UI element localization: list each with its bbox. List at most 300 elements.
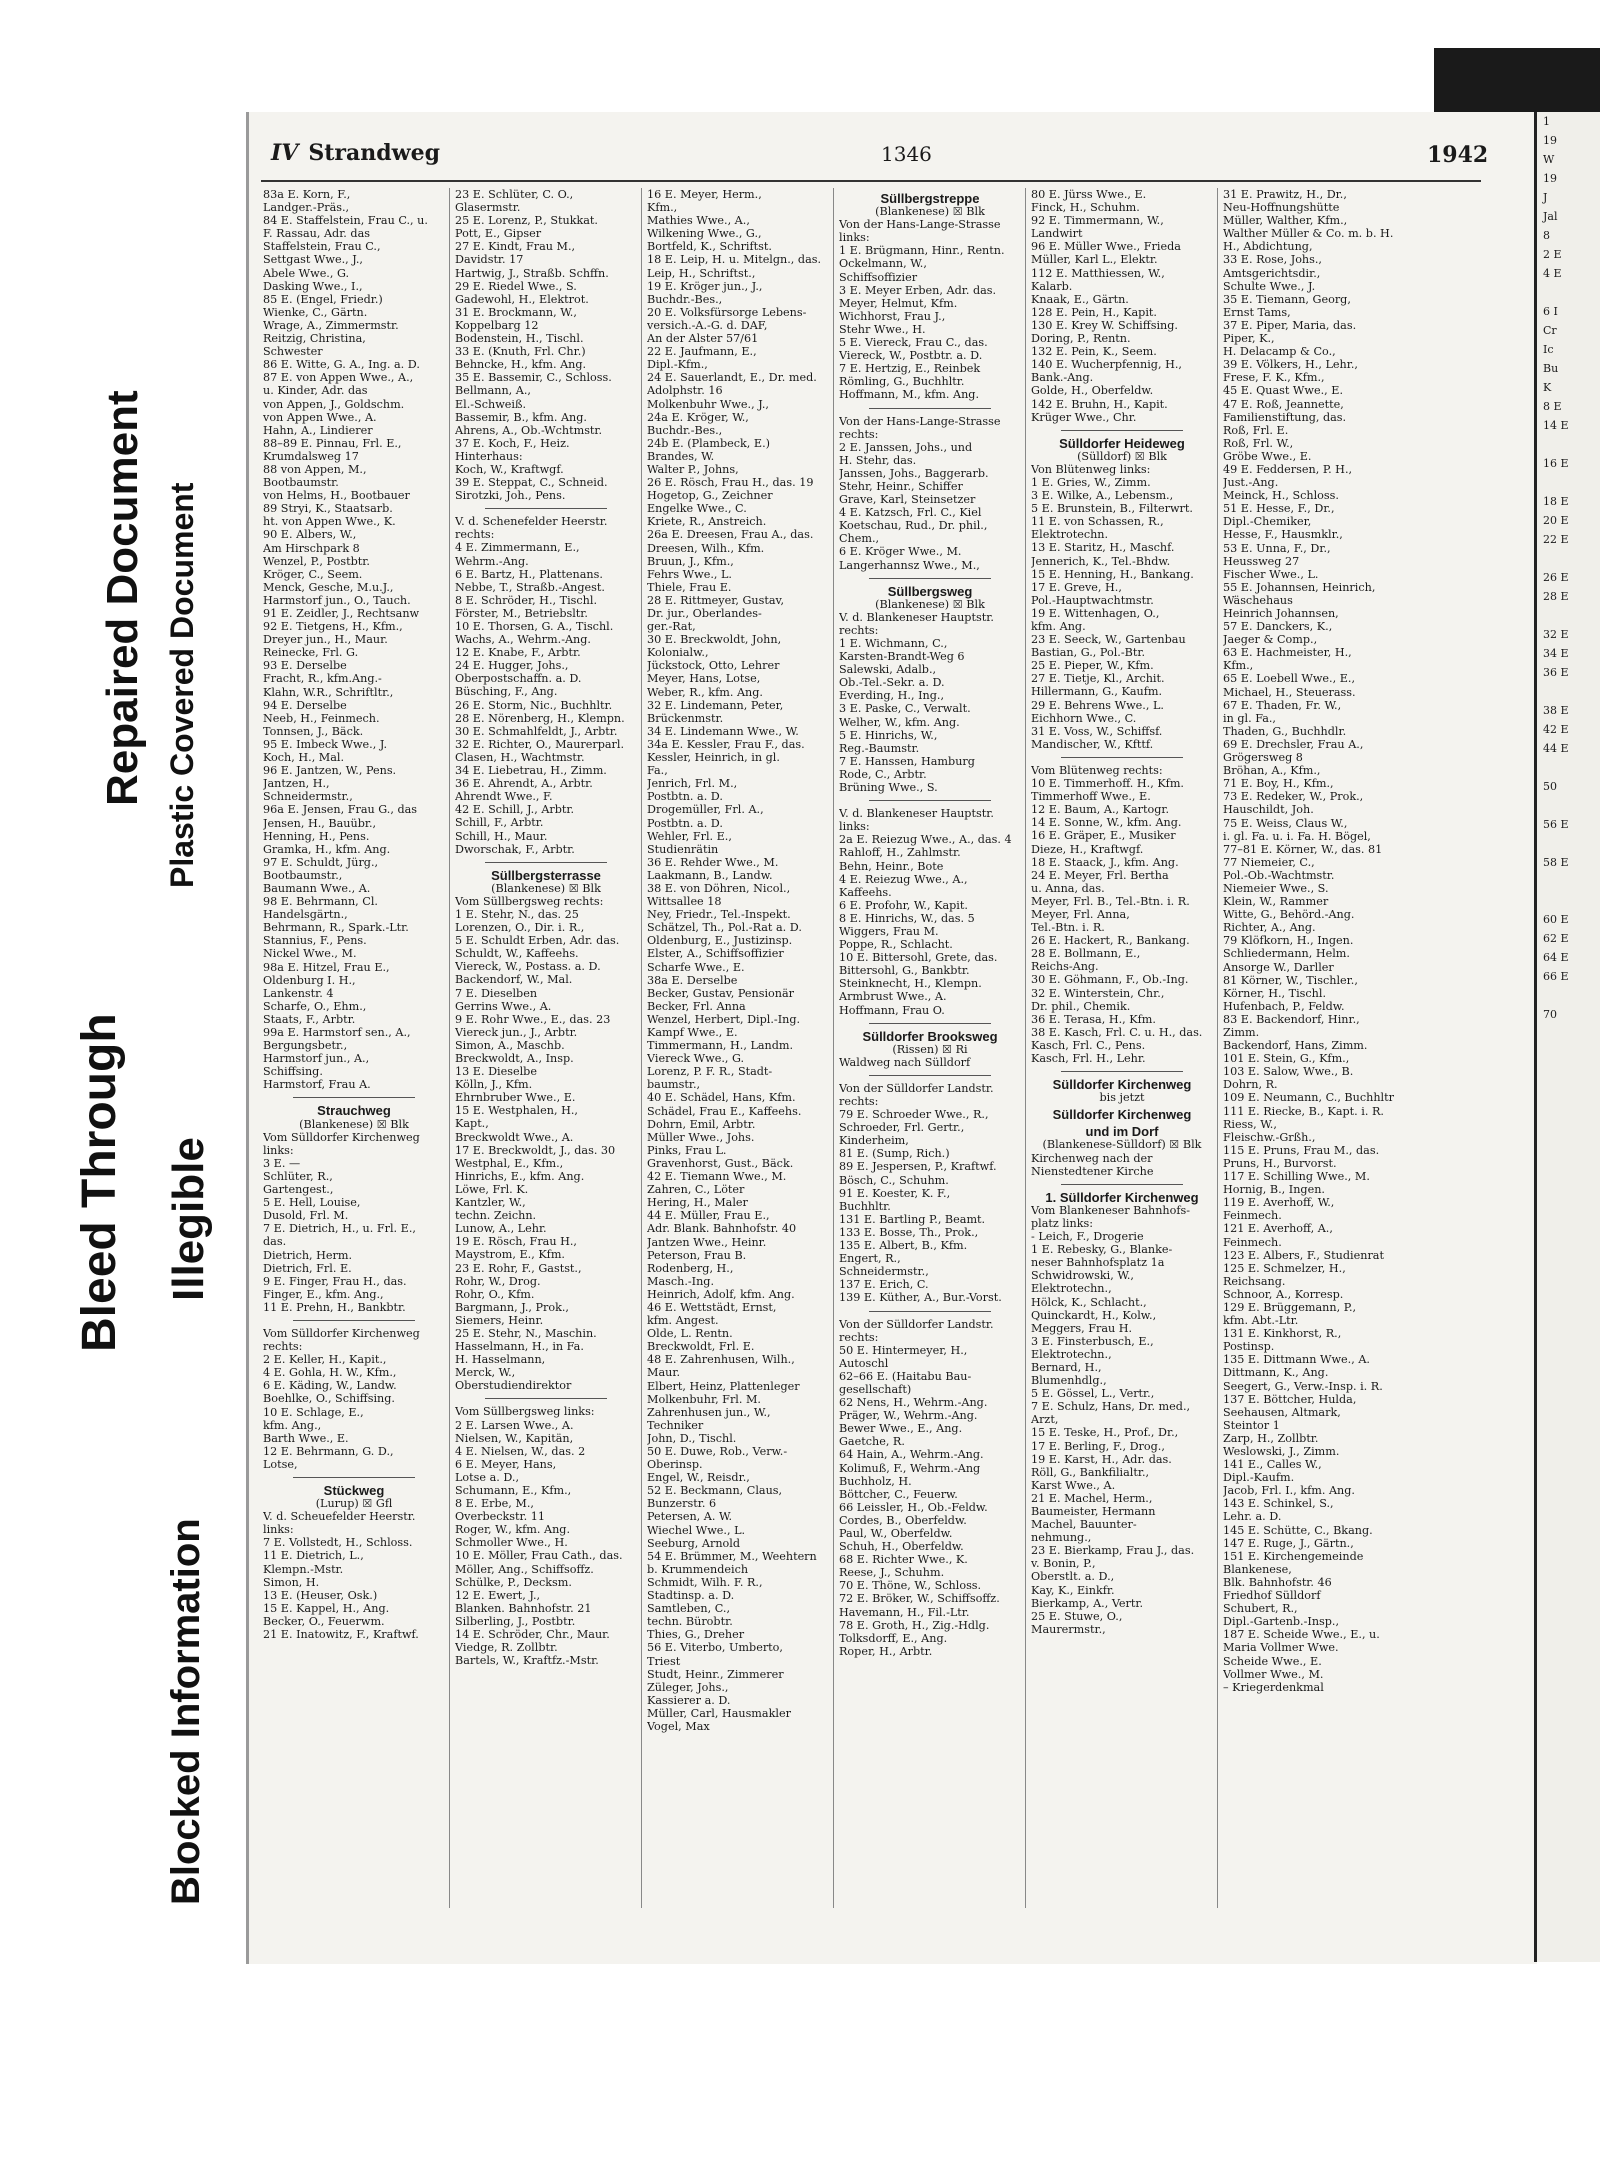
adjacent-page-fragment: Jal — [1543, 210, 1558, 223]
directory-entry: Jantzen, H., — [263, 777, 330, 791]
directory-entry: Pruns, H., Burvorst. — [1223, 1156, 1337, 1170]
section-divider — [869, 800, 991, 801]
directory-entry: 31 E. Voss, W., Schiffsf. — [1031, 724, 1163, 738]
directory-entry: Dipl.-Kaufm. — [1223, 1471, 1295, 1485]
directory-entry: rechts: — [839, 1330, 879, 1344]
directory-entry: Meyer, Hans, Lotse, — [647, 672, 761, 686]
directory-entry: Krumdalsweg 17 — [263, 449, 359, 463]
directory-entry: Blk. Bahnhofstr. 46 — [1223, 1575, 1332, 1589]
directory-entry: 187 E. Scheide Wwe., E., u. — [1223, 1628, 1380, 1642]
directory-entry: 64 Hain, A., Wehrm.-Ang. — [839, 1448, 984, 1462]
directory-entry: F. Rassau, Adr. das — [263, 227, 370, 241]
directory-entry: 28 E. Rittmeyer, Gustav, — [647, 593, 785, 607]
directory-entry: 42 E. Tiemann Wwe., M. — [647, 1170, 787, 1184]
adjacent-page-fragment: 8 — [1543, 229, 1550, 242]
directory-entry: 28 E. Nörenberg, H., Klempn. — [455, 711, 625, 725]
directory-entry: platz links: — [1031, 1216, 1094, 1230]
directory-entry: 35 E. Tiemann, Georg, — [1223, 292, 1351, 306]
directory-entry: Michael, H., Steuerass. — [1223, 685, 1356, 699]
directory-entry: 33 E. (Knuth, Frl. Chr.) — [455, 345, 586, 359]
directory-entry: Karsten-Brandt-Weg 6 — [839, 650, 965, 664]
adjacent-page-fragment: 22 E — [1543, 533, 1569, 546]
street-heading: Sülldorfer Kirchenweg — [1052, 1107, 1192, 1123]
directory-entry: Zimm. — [1223, 1026, 1260, 1039]
directory-entry: 131 E. Kinkhorst, R., — [1223, 1327, 1342, 1341]
directory-entry: Bodenstein, H., Tischl. — [455, 332, 584, 346]
directory-entry: Waldweg nach Sülldorf — [839, 1055, 971, 1069]
directory-entry: 4 E. Gohla, H. W., Kfm., — [263, 1366, 397, 1380]
street-heading: Stückweg — [323, 1483, 385, 1498]
directory-entry: Thies, G., Dreher — [647, 1628, 745, 1642]
directory-entry: Kfm., — [1223, 659, 1254, 673]
directory-entry: 88–89 E. Pinnau, Frl. E., — [263, 436, 402, 450]
directory-entry: Masch.-Ing. — [647, 1274, 715, 1288]
directory-entry: 6 E. Bartz, H., Plattenans. — [455, 567, 603, 581]
directory-entry: Reese, J., Schuhm. — [839, 1566, 945, 1580]
adjacent-page-fragment: 8 E — [1543, 400, 1562, 413]
directory-entry: Böttcher, C., Feuerw. — [839, 1487, 958, 1501]
directory-entry: neser Bahnhofsplatz 1a — [1031, 1256, 1165, 1270]
directory-entry: Maur. — [647, 1366, 681, 1380]
directory-entry: V. d. Blankeneser Hauptstr. — [839, 610, 994, 624]
directory-entry: Oldenburg, E., Justizinsp. — [647, 934, 793, 948]
adjacent-page-fragment: 14 E — [1543, 419, 1569, 432]
directory-entry: 31 E. Prawitz, H., Dr., — [1223, 188, 1347, 201]
directory-entry: Rode, C., Arbtr. — [839, 767, 927, 781]
directory-entry: Hogetop, G., Zeichner — [647, 489, 773, 503]
directory-entry: Stannius, F., Pens. — [263, 934, 367, 948]
directory-entry: Quinckardt, H., Kolw., — [1031, 1308, 1157, 1322]
directory-entry: Ernst Tams, — [1223, 305, 1291, 319]
directory-entry: 17 E. Breckwoldt, J., das. 30 — [455, 1143, 616, 1157]
directory-entry: Thaden, G., Buchhdlr. — [1223, 724, 1347, 738]
directory-entry: Lankenstr. 4 — [263, 986, 334, 1000]
directory-entry: Piper, K., — [1223, 332, 1275, 346]
directory-entry: Schwidrowski, W., — [1031, 1269, 1134, 1283]
section-divider — [293, 1097, 415, 1098]
label-bleed-through: Bleed Through — [73, 1013, 126, 1352]
directory-entry: u. Anna, das. — [1031, 881, 1105, 895]
directory-entry: Breckwoldt Wwe., A. — [455, 1130, 574, 1144]
directory-entry: Maystrom, E., Kfm. — [455, 1248, 565, 1262]
adjacent-page-fragment: 20 E — [1543, 514, 1569, 527]
directory-entry: Meggers, Frau H. — [1031, 1321, 1133, 1335]
directory-entry: Nebbe, T., Straßb.-Angest. — [455, 580, 605, 594]
directory-entry: 18 E. Staack, J., kfm. Ang. — [1031, 855, 1179, 869]
directory-entry: V. d. Blankeneser Hauptstr. — [839, 807, 994, 821]
directory-entry: Viedge, R. Zollbtr. — [455, 1641, 558, 1655]
directory-entry: 3 E. Wilke, A., Lebensm., — [1031, 489, 1174, 503]
directory-entry: 86 E. Witte, G. A., Ing. a. D. — [263, 358, 420, 372]
directory-entry: 7 E. Dietrich, H., u. Frl. E., — [263, 1222, 416, 1236]
directory-entry: Jantzen Wwe., Heinr. — [647, 1235, 767, 1249]
directory-entry: Dietrich, Frl. E. — [263, 1261, 352, 1275]
directory-entry: Vollmer Wwe., M. — [1223, 1667, 1324, 1681]
directory-entry: 5 E. Gössel, L., Vertr., — [1031, 1387, 1155, 1401]
directory-entry: Bösch, C., Schuhm. — [839, 1173, 949, 1187]
directory-entry: nehmung., — [1031, 1531, 1092, 1545]
header-rule — [261, 180, 1481, 182]
adjacent-page-fragment — [1537, 986, 1600, 1005]
directory-entry: Bröhan, A., Kfm., — [1223, 764, 1321, 778]
directory-entry: 39 E. Völkers, H., Lehr., — [1223, 358, 1358, 372]
adjacent-page-fragment: 36 E — [1543, 666, 1569, 679]
directory-entry: 83a E. Korn, F., — [263, 188, 351, 201]
directory-entry: Jückstock, Otto, Lehrer — [647, 659, 780, 673]
directory-entry: 72 E. Bröker, W., Schiffsoffz. — [839, 1592, 1000, 1606]
directory-entry: 6 E. Profohr, W., Kapit. — [839, 898, 968, 912]
directory-entry: Kantzler, W., — [455, 1196, 526, 1210]
directory-entry: 12 E. Behrmann, G. D., — [263, 1444, 394, 1458]
directory-entry: V. d. Schenefelder Heerstr. — [455, 515, 608, 529]
directory-entry: Kirchenweg nach der — [1031, 1151, 1153, 1165]
directory-entry: 57 E. Danckers, K., — [1223, 620, 1333, 634]
directory-entry: 24b E. (Plambeck, E.) — [647, 436, 771, 450]
directory-entry: 20 E. Volksfürsorge Lebens- — [647, 305, 807, 319]
directory-entry: Von der Sülldorfer Landstr. — [839, 1317, 994, 1331]
directory-entry: 5 E. Hell, Louise, — [263, 1196, 361, 1210]
adjacent-page-fragment: Cr — [1543, 324, 1557, 337]
directory-entry: Kfm., — [647, 201, 678, 215]
directory-entry: 7 E. Hertzig, E., Reinbek — [839, 362, 981, 376]
directory-entry: Müller, Walther, Kfm., — [1223, 214, 1348, 228]
directory-entry: Förster, M., Betriebsltr. — [455, 606, 588, 620]
section-divider — [485, 1398, 607, 1399]
directory-entry: Müller, Karl L., Elektr. — [1031, 253, 1158, 267]
directory-entry: Vom Blütenweg rechts: — [1031, 763, 1163, 777]
directory-entry: 15 E. Westphalen, H., — [455, 1104, 578, 1118]
column-1 — [263, 188, 445, 1908]
directory-entry: Oberinsp. — [647, 1458, 703, 1472]
directory-entry: Becker, Frl. Anna — [647, 999, 746, 1013]
directory-entry: Blumenhdlg., — [1031, 1374, 1107, 1388]
directory-entry: Silberling, J., Postbtr. — [455, 1614, 576, 1628]
directory-entry: 65 E. Loebell Wwe., E., — [1223, 672, 1355, 686]
directory-entry: 15 E. Henning, H., Bankang. — [1031, 567, 1194, 581]
directory-entry: Doring, P., Rentn. — [1031, 332, 1131, 346]
directory-entry: 23 E. Schlüter, C. O., — [455, 188, 574, 201]
directory-entry: Dasking Wwe., I., — [263, 279, 363, 293]
directory-entry: Feinmech. — [1223, 1209, 1282, 1223]
directory-entry: Schiffsing. — [263, 1065, 323, 1079]
directory-entry: Salewski, Adalb., — [839, 663, 937, 677]
directory-entry: Finger, E., kfm. Ang., — [263, 1287, 384, 1301]
adjacent-page-fragment: 44 E — [1543, 742, 1569, 755]
directory-entry: Schätzel, Th., Pol.-Rat a. D. — [647, 921, 802, 935]
directory-entry: Buchdr.-Bes., — [647, 292, 723, 306]
directory-entry: Simon, A., Maschb. — [455, 1038, 565, 1052]
directory-entry: Postbtn. a. D. — [647, 816, 723, 830]
label-illegible: Illegible — [164, 1137, 213, 1301]
directory-entry: Kriete, R., Anstreich. — [647, 515, 767, 529]
directory-entry: Oberpostschaffn. a. D. — [455, 672, 582, 686]
adjacent-page-fragment: 50 — [1543, 780, 1557, 793]
directory-entry: Vom Süllbergsweg rechts: — [455, 894, 604, 908]
directory-entry: Harmstorf, Frau A. — [263, 1078, 371, 1092]
street-heading: Sülldorfer Heideweg — [1059, 435, 1185, 451]
directory-entry: Timmerhoff Wwe., E. — [1031, 790, 1151, 804]
directory-entry: 133 E. Bosse, Th., Prok., — [839, 1225, 979, 1239]
directory-entry: 37 E. Koch, F., Heiz. — [455, 436, 570, 450]
directory-entry: Rodenberg, H., — [647, 1261, 734, 1275]
adjacent-page-fragment: 16 E — [1543, 457, 1569, 470]
directory-entry: Elbert, Heinz, Plattenleger — [647, 1379, 800, 1393]
directory-entry: 56 E. Viterbo, Umberto, — [647, 1641, 783, 1655]
directory-entry: 34 E. Lindemann Wwe., W. — [647, 724, 799, 738]
directory-entry: 3 E. Paske, C., Verwalt. — [839, 702, 971, 716]
directory-entry: Roß, Frl. W., — [1223, 436, 1294, 450]
directory-entry: Grave, Karl, Steinsetzer — [839, 493, 976, 507]
directory-entry: Hinterhaus: — [455, 449, 523, 463]
directory-entry: Hinrichs, E., kfm. Ang. — [455, 1169, 585, 1183]
directory-entry: 77 Niemeier, C., — [1223, 855, 1315, 869]
directory-entry: 137 E. Erich, C. — [839, 1278, 929, 1292]
street-subheading: bis jetzt — [1099, 1091, 1145, 1105]
directory-entry: 10 E. Thorsen, G. A., Tischl. — [455, 620, 614, 633]
directory-entry: Dr. phil., Chemik. — [1031, 999, 1131, 1013]
directory-entry: Seehausen, Altmark, — [1223, 1405, 1341, 1419]
directory-entry: Maurermstr., — [1031, 1622, 1106, 1636]
directory-entry: Dreyer jun., H., Maur. — [263, 633, 388, 647]
page-header — [249, 140, 1489, 180]
directory-entry: Schädel, Frau E., Kaffeehs. — [647, 1104, 802, 1118]
directory-entry: 36 E. Rehder Wwe., M. — [647, 855, 779, 869]
directory-entry: Steintor 1 — [1223, 1418, 1280, 1432]
directory-entry: Maria Vollmer Wwe. — [1223, 1641, 1339, 1655]
directory-entry: Kessler, Heinrich, in gl. — [647, 751, 780, 765]
directory-entry: Landger.-Präs., — [263, 201, 350, 215]
directory-entry: Körner, H., Tischl. — [1223, 986, 1327, 1000]
column-divider — [1025, 188, 1026, 1908]
directory-entry: Kolimuß, F., Wehrm.-Ang — [839, 1461, 981, 1475]
directory-entry: 32 E. Richter, O., Maurerparl. — [455, 737, 625, 751]
label-blocked-information: Blocked Information — [164, 1518, 208, 1905]
directory-entry: 3 E. Finsterbusch, E., — [1031, 1334, 1154, 1348]
directory-entry: Siemers, Heinr. — [455, 1313, 544, 1327]
directory-entry: Handelsgärtn., — [263, 908, 348, 922]
directory-entry: Steinknecht, H., Klempn. — [839, 977, 982, 991]
directory-entry: links: — [839, 820, 870, 834]
directory-entry: Hufenbach, P., Feldw. — [1223, 999, 1345, 1013]
directory-entry: 29 E. Behrens Wwe., L. — [1031, 698, 1164, 712]
directory-entry: Laakmann, B., Landw. — [647, 868, 773, 882]
directory-entry: Bellmann, A., — [455, 384, 531, 398]
directory-entry: 34 E. Liebetrau, H., Zimm. — [455, 764, 607, 778]
directory-entry: 95 E. Imbeck Wwe., J. — [263, 737, 388, 751]
directory-entry: Wehler, Frl. E., — [647, 829, 732, 843]
directory-entry: Henning, H., Pens. — [263, 829, 370, 843]
section-divider — [869, 1023, 991, 1024]
directory-entry: Viereck Wwe., G. — [647, 1052, 745, 1066]
directory-entry: Familienstiftung, das. — [1223, 410, 1347, 424]
directory-entry: 28 E. Bollmann, E., — [1031, 947, 1141, 961]
street-heading: Strauchweg — [317, 1103, 391, 1119]
directory-entry: 73 E. Redeker, W., Prok., — [1223, 790, 1364, 804]
directory-entry: 78 E. Groth, H., Zig.-Hdlg. — [839, 1618, 990, 1632]
column-5 — [1031, 188, 1213, 1908]
directory-entry: 27 E. Tietje, Kl., Archit. — [1031, 672, 1165, 686]
directory-entry: 4 E. Nielsen, W., das. 2 — [455, 1444, 586, 1458]
directory-entry: 111 E. Riecke, B., Kapt. i. R. — [1223, 1104, 1384, 1118]
directory-entry: 130 E. Krey W. Schiffsing. — [1031, 318, 1178, 332]
directory-entry: Viereck, W., Postass. a. D. — [455, 960, 601, 974]
directory-entry: Lunow, A., Lehr. — [455, 1222, 547, 1236]
directory-entry: Wichhorst, Frau J., — [839, 309, 946, 323]
directory-entry: Hahn, A., Lindierer — [263, 423, 373, 437]
street-subheading: (Blankenese-Sülldorf) ☒ Blk — [1042, 1138, 1202, 1152]
directory-entry: Fleischw.-Grßh., — [1223, 1130, 1316, 1144]
directory-entry: V. d. Scheuefelder Heerstr. — [263, 1510, 416, 1524]
adjacent-page-fragment — [1537, 891, 1600, 910]
directory-entry: Behrmann, R., Spark.-Ltr. — [263, 921, 409, 935]
directory-entry: 92 E. Timmermann, W., — [1031, 214, 1164, 228]
directory-entry: Harmstorf jun., A., — [263, 1052, 370, 1066]
directory-entry: Schuldt, W., Kaffeehs. — [455, 947, 579, 961]
directory-entry: 36 E. Ahrendt, A., Arbtr. — [455, 777, 593, 791]
directory-entry: 2 E. Janssen, Johs., und — [839, 440, 973, 454]
directory-entry: Jacob, Frl. I., kfm. Ang. — [1223, 1484, 1355, 1498]
directory-entry: Kasch, Frl. H., Lehr. — [1031, 1052, 1146, 1065]
directory-entry: 12 E. Baum, A., Kartogr. — [1031, 803, 1170, 817]
directory-entry: Ansorge W., Darller — [1223, 960, 1334, 974]
directory-entry: Techniker — [647, 1418, 704, 1432]
directory-entry: Nielsen, W., Kapitän, — [455, 1431, 574, 1445]
directory-entry: Am Hirschpark 8 — [263, 541, 360, 555]
directory-entry: Bernard, H., — [1031, 1360, 1102, 1374]
directory-entry: Jenrich, Frl. M., — [647, 777, 738, 791]
adjacent-page-fragment: 4 E — [1543, 267, 1562, 280]
directory-entry: Von der Hans-Lange-Strasse — [839, 414, 1001, 428]
directory-entry: Bruun, J., Kfm., — [647, 554, 734, 568]
directory-entry: Lotse a. D., — [455, 1470, 520, 1484]
directory-entry: 12 E. Ewert, J., — [455, 1588, 541, 1602]
directory-entry: 89 Stryi, K., Staatsarb. — [263, 502, 393, 516]
directory-entry: Wäschehaus — [1223, 593, 1293, 607]
directory-entry: 67 E. Thaden, Fr. W., — [1223, 698, 1342, 712]
adjacent-page-fragment — [1537, 606, 1600, 625]
directory-entry: Koppelbarg 12 — [455, 318, 539, 332]
directory-entry: Schmidt, Wilh. F. R., — [647, 1575, 763, 1589]
directory-entry: i. gl. Fa. u. i. Fa. H. Bögel, — [1223, 829, 1371, 843]
directory-entry: 17 E. Berling, F., Drog., — [1031, 1439, 1165, 1453]
directory-entry: Bargmann, J., Prok., — [455, 1300, 569, 1314]
directory-entry: 5 E. Brunstein, B., Filterwrt. — [1031, 502, 1193, 516]
directory-entry: Dohrn, R. — [1223, 1078, 1278, 1092]
directory-entry: 10 E. Möller, Frau Cath., das. — [455, 1549, 623, 1563]
directory-entry: Oldenburg I. H., — [263, 973, 356, 987]
directory-entry: 44 E. Müller, Frau E., — [647, 1209, 770, 1223]
directory-entry: Bootbaumstr. — [263, 476, 339, 490]
street-heading: 1. Sülldorfer Kirchenweg — [1045, 1189, 1199, 1205]
directory-entry: Grögersweg 8 — [1223, 751, 1303, 765]
directory-entry: 81 E. (Sump, Rich.) — [839, 1147, 950, 1161]
directory-entry: Bartels, W., Kraftfz.-Mstr. — [455, 1654, 599, 1668]
directory-entry: 151 E. Kirchengemeinde — [1223, 1549, 1364, 1563]
directory-entry: 25 E. Stehr, N., Maschin. — [455, 1326, 597, 1340]
directory-entry: Präger, W., Wehrm.-Ang. — [839, 1409, 978, 1423]
directory-entry: Autoschl — [839, 1356, 889, 1370]
directory-entry: Nickel Wwe., M. — [263, 947, 357, 961]
directory-entry: 96a E. Jensen, Frau G., das — [263, 803, 418, 817]
directory-entry: Armbrust Wwe., A. — [839, 990, 947, 1004]
street-subheading: (Blankenese) ☒ Blk — [299, 1117, 409, 1131]
directory-entry: Scheide Wwe., E. — [1223, 1654, 1322, 1668]
directory-entry: Bank.-Ang. — [1031, 371, 1094, 385]
directory-entry: 121 E. Averhoff, A., — [1223, 1222, 1333, 1236]
directory-entry: 91 E. Zeidler, J., Rechtsanw — [263, 607, 420, 620]
adjacent-page-fragment: Ic — [1543, 343, 1554, 356]
directory-entry: 125 E. Schmelzer, H., — [1223, 1261, 1346, 1275]
adjacent-page-fragment: 70 — [1543, 1008, 1557, 1021]
directory-entry: Schülke, P., Decksm. — [455, 1575, 572, 1589]
label-repaired-document: Repaired Document — [98, 390, 147, 806]
directory-entry: 19 E. Karst, H., Adr. das. — [1031, 1452, 1172, 1466]
directory-entry: 89 E. Jespersen, P., Kraftwf. — [839, 1160, 997, 1174]
directory-entry: Weber, R., kfm. Ang. — [647, 685, 763, 699]
directory-entry: Lorenz, P. F. R., Stadt- — [647, 1065, 773, 1079]
street-subheading: (Blankenese) ☒ Blk — [875, 597, 985, 611]
directory-entry: Clasen, H., Wachtmstr. — [455, 750, 585, 764]
directory-entry: Gravenhorst, Gust., Bäck. — [647, 1156, 794, 1170]
directory-entry: 70 E. Thöne, W., Schloss. — [839, 1579, 982, 1593]
directory-entry: Schumann, E., Kfm., — [455, 1484, 572, 1497]
directory-entry: Behncke, H., kfm. Ang. — [455, 358, 587, 372]
directory-entry: Staffelstein, Frau C., — [263, 240, 381, 254]
column-6 — [1223, 188, 1405, 1908]
directory-entry: Dr. jur., Oberlandes- — [647, 607, 762, 620]
directory-entry: 68 E. Richter Wwe., K. — [839, 1553, 968, 1567]
directory-entry: Kassierer a. D. — [647, 1693, 731, 1707]
directory-entry: Roger, W., kfm. Ang. — [455, 1523, 571, 1537]
directory-entry: 15 E. Teske, H., Prof., Dr., — [1031, 1426, 1179, 1440]
directory-entry: 25 E. Stuwe, O., — [1031, 1609, 1123, 1623]
directory-entry: Menck, Gesche, M.u.J., — [263, 580, 394, 594]
directory-entry: Schnoor, A., Korresp. — [1223, 1287, 1344, 1301]
directory-entry: Zarp, H., Zollbtr. — [1223, 1431, 1319, 1445]
directory-entry: 23 E. Rohr, F., Gastst., — [455, 1261, 582, 1275]
street-heading: Süllbergsweg — [887, 583, 973, 599]
directory-entry: 38 E. von Döhren, Nicol., — [647, 881, 791, 895]
directory-entry: Meyer, Frl. Anna, — [1031, 907, 1130, 921]
directory-entry: 80 E. Jürss Wwe., E. — [1031, 188, 1147, 201]
directory-entry: Kampf Wwe., E. — [647, 1026, 738, 1039]
directory-entry: 54 E. Brümmer, M., Weehtern — [647, 1549, 817, 1563]
directory-entry: 84 E. Staffelstein, Frau C., u. — [263, 214, 428, 228]
directory-entry: 33 E. Rose, Johs., — [1223, 253, 1322, 267]
directory-entry: Hauschildt, Joh. — [1223, 803, 1314, 817]
directory-entry: Riess, W., — [1223, 1117, 1277, 1131]
directory-entry: 71 E. Boy, H., Kfm., — [1223, 777, 1334, 791]
directory-entry: 46 E. Wettstädt, Ernst, — [647, 1300, 777, 1314]
directory-entry: 10 E. Schlage, E., — [263, 1405, 364, 1419]
directory-entry: 7 E. Dieselben — [455, 986, 538, 1000]
directory-entry: 45 E. Quast Wwe., E. — [1223, 384, 1343, 398]
directory-entry: Wenzel, Herbert, Dipl.-Ing. — [647, 1012, 801, 1026]
directory-entry: Landwirt — [1031, 227, 1083, 241]
directory-entry: Staats, F., Arbtr. — [263, 1012, 356, 1026]
directory-entry: Schneidermstr., — [263, 790, 353, 804]
directory-entry: Hoffmann, M., kfm. Ang. — [839, 388, 980, 402]
directory-entry: Hillermann, G., Kaufm. — [1031, 685, 1163, 699]
directory-entry: 123 E. Albers, F., Studienrat — [1223, 1248, 1384, 1262]
directory-entry: 23 E. Bierkamp, Frau J., das. — [1031, 1544, 1195, 1558]
directory-entry: 25 E. Pieper, W., Kfm. — [1031, 659, 1154, 673]
directory-entry: Ockelmann, W., — [839, 257, 927, 271]
directory-entry: Heinrich Johannsen, — [1223, 607, 1339, 620]
directory-entry: 137 E. Böttcher, Hulda, — [1223, 1392, 1357, 1406]
directory-entry: Buchholz, H. — [839, 1474, 912, 1488]
directory-entry: Stehr Wwe., H. — [839, 322, 926, 336]
